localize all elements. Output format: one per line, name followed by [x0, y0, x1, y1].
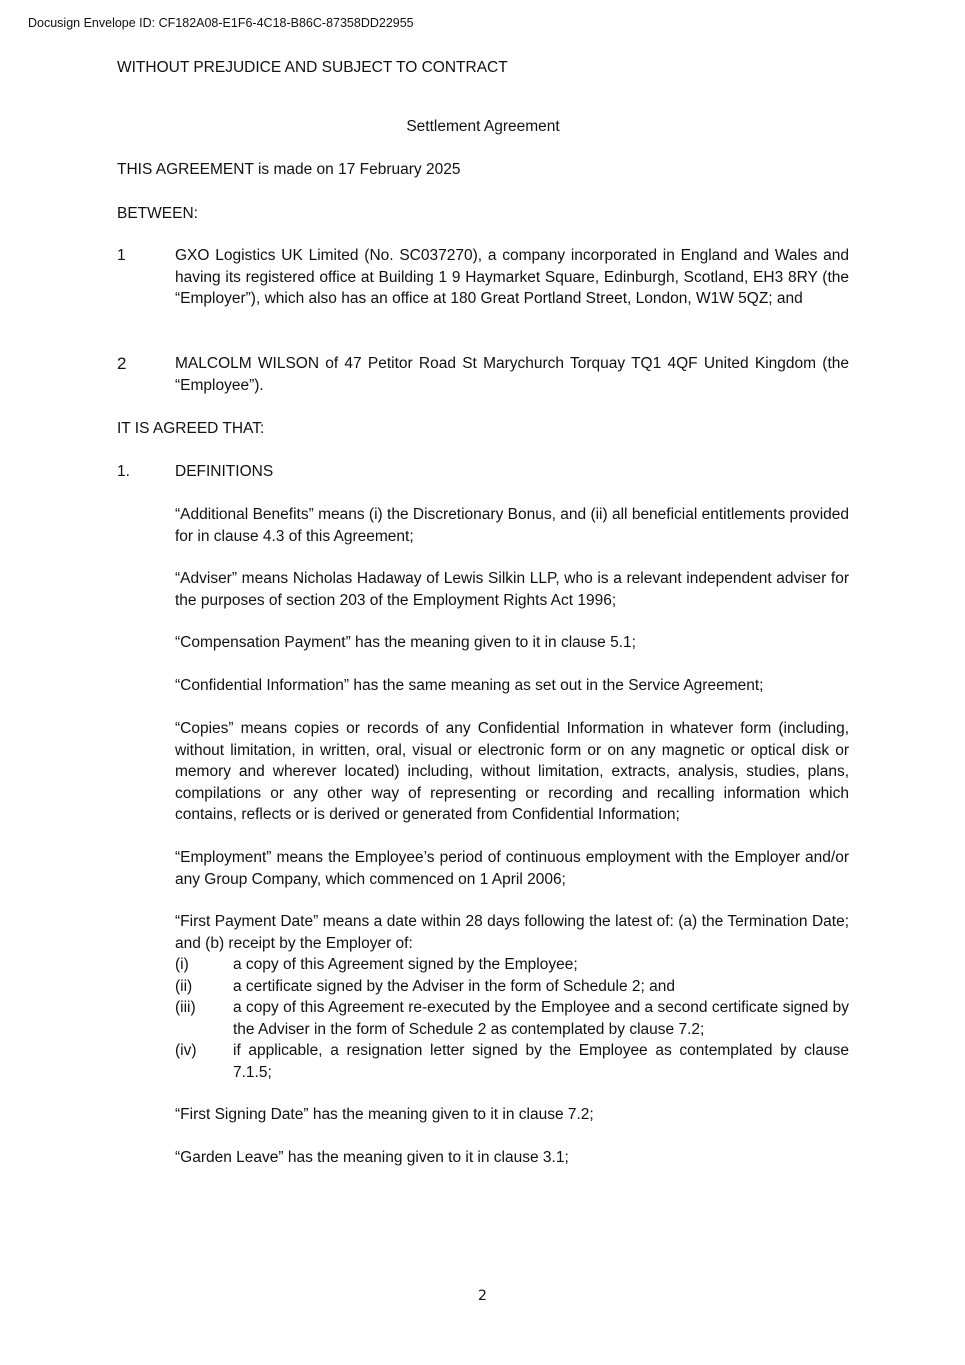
list-item-label: (iii): [175, 999, 196, 1016]
list-item-text: a certificate signed by the Adviser in the form of Schedule 2; and: [233, 977, 676, 995]
definition-first-payment-date: [175, 911, 849, 1083]
definition-compensation-payment: “Compensation Payment” has the meaning given to it in clause 5.1;: [175, 634, 636, 651]
definition-confidential-information: “Confidential Information” has the same meaning as set out in the Service Agreement;: [175, 677, 764, 694]
agreement-date-line: THIS AGREEMENT is made on 17 February 2025: [117, 161, 461, 178]
party-2: [117, 353, 849, 396]
party-text: GXO Logistics UK Limited (No. SC037270), a company incorporated in England and Wales and having its registered office at Building 1 9 Haymarket Square, Edinburgh, Scotland, EH3 8RY (the “Employer”), which also has an office at 180 Great Portland Street, London, W1W 5QZ; and: [175, 247, 849, 307]
section-number: 1.: [117, 463, 130, 480]
page-number: 2: [478, 1288, 487, 1304]
without-prejudice-header: WITHOUT PREJUDICE AND SUBJECT TO CONTRACT: [117, 59, 508, 76]
party-1: [117, 245, 849, 310]
definition-first-signing-date: “First Signing Date” has the meaning given to it in clause 7.2;: [175, 1106, 594, 1123]
it-is-agreed-label: IT IS AGREED THAT:: [117, 420, 265, 437]
definition-text: “First Payment Date” means a date within 28 days following the latest of: (a) the Termination Date; and (b) receipt by the Employer of:: [175, 913, 849, 952]
party-number: 2: [117, 354, 127, 373]
definition-employment: “Employment” means the Employee’s period of continuous employment with the Employer and/or any Group Company, which commenced on 1 April 2006;: [175, 849, 849, 888]
list-item-label: (i): [175, 956, 189, 973]
definition-additional-benefits: “Additional Benefits” means (i) the Discretionary Bonus, and (ii) all beneficial entitlements provided for in clause 4.3 of this Agreement;: [175, 506, 849, 545]
party-text: MALCOLM WILSON of 47 Petitor Road St Marychurch Torquay TQ1 4QF United Kingdom (the “Employee”).: [175, 355, 849, 394]
list-item: [175, 1040, 849, 1083]
list-item: [175, 997, 849, 1040]
docusign-envelope-id: Docusign Envelope ID: CF182A08-E1F6-4C18-B86C-87358DD22955: [28, 16, 414, 30]
list-item-text: a copy of this Agreement signed by the Employee;: [233, 956, 578, 973]
list-item: [175, 976, 849, 998]
definition-copies: “Copies” means copies or records of any Confidential Information in whatever form (including, without limitation, in written, oral, visual or electronic form or on any magnetic or optical disk or memory and wherever located) including, without limitation, extracts, analysis, studies, plans, compilations or any other way of representing or recording and recalling information which contains, reflects or is derived or generated from Confidential Information;: [175, 720, 849, 823]
section-heading: DEFINITIONS: [175, 463, 274, 480]
list-item-label: (iv): [175, 1042, 197, 1059]
list-item-text: if applicable, a resignation letter signed by the Employee as contemplated by clause 7.1.5;: [233, 1042, 849, 1081]
party-number: 1: [117, 247, 126, 264]
document-title: Settlement Agreement: [406, 118, 560, 135]
list-item: [175, 954, 849, 976]
list-item-text: a copy of this Agreement re-executed by the Employee and a second certificate signed by the Adviser in the form of Schedule 2 as contemplated by clause 7.2;: [233, 999, 849, 1038]
list-item-label: (ii): [175, 977, 193, 995]
definition-adviser: “Adviser” means Nicholas Hadaway of Lewis Silkin LLP, who is a relevant independent adviser for the purposes of section 203 of the Employment Rights Act 1996;: [175, 570, 849, 609]
between-label: BETWEEN:: [117, 205, 198, 222]
definition-garden-leave: “Garden Leave” has the meaning given to it in clause 3.1;: [175, 1149, 569, 1166]
